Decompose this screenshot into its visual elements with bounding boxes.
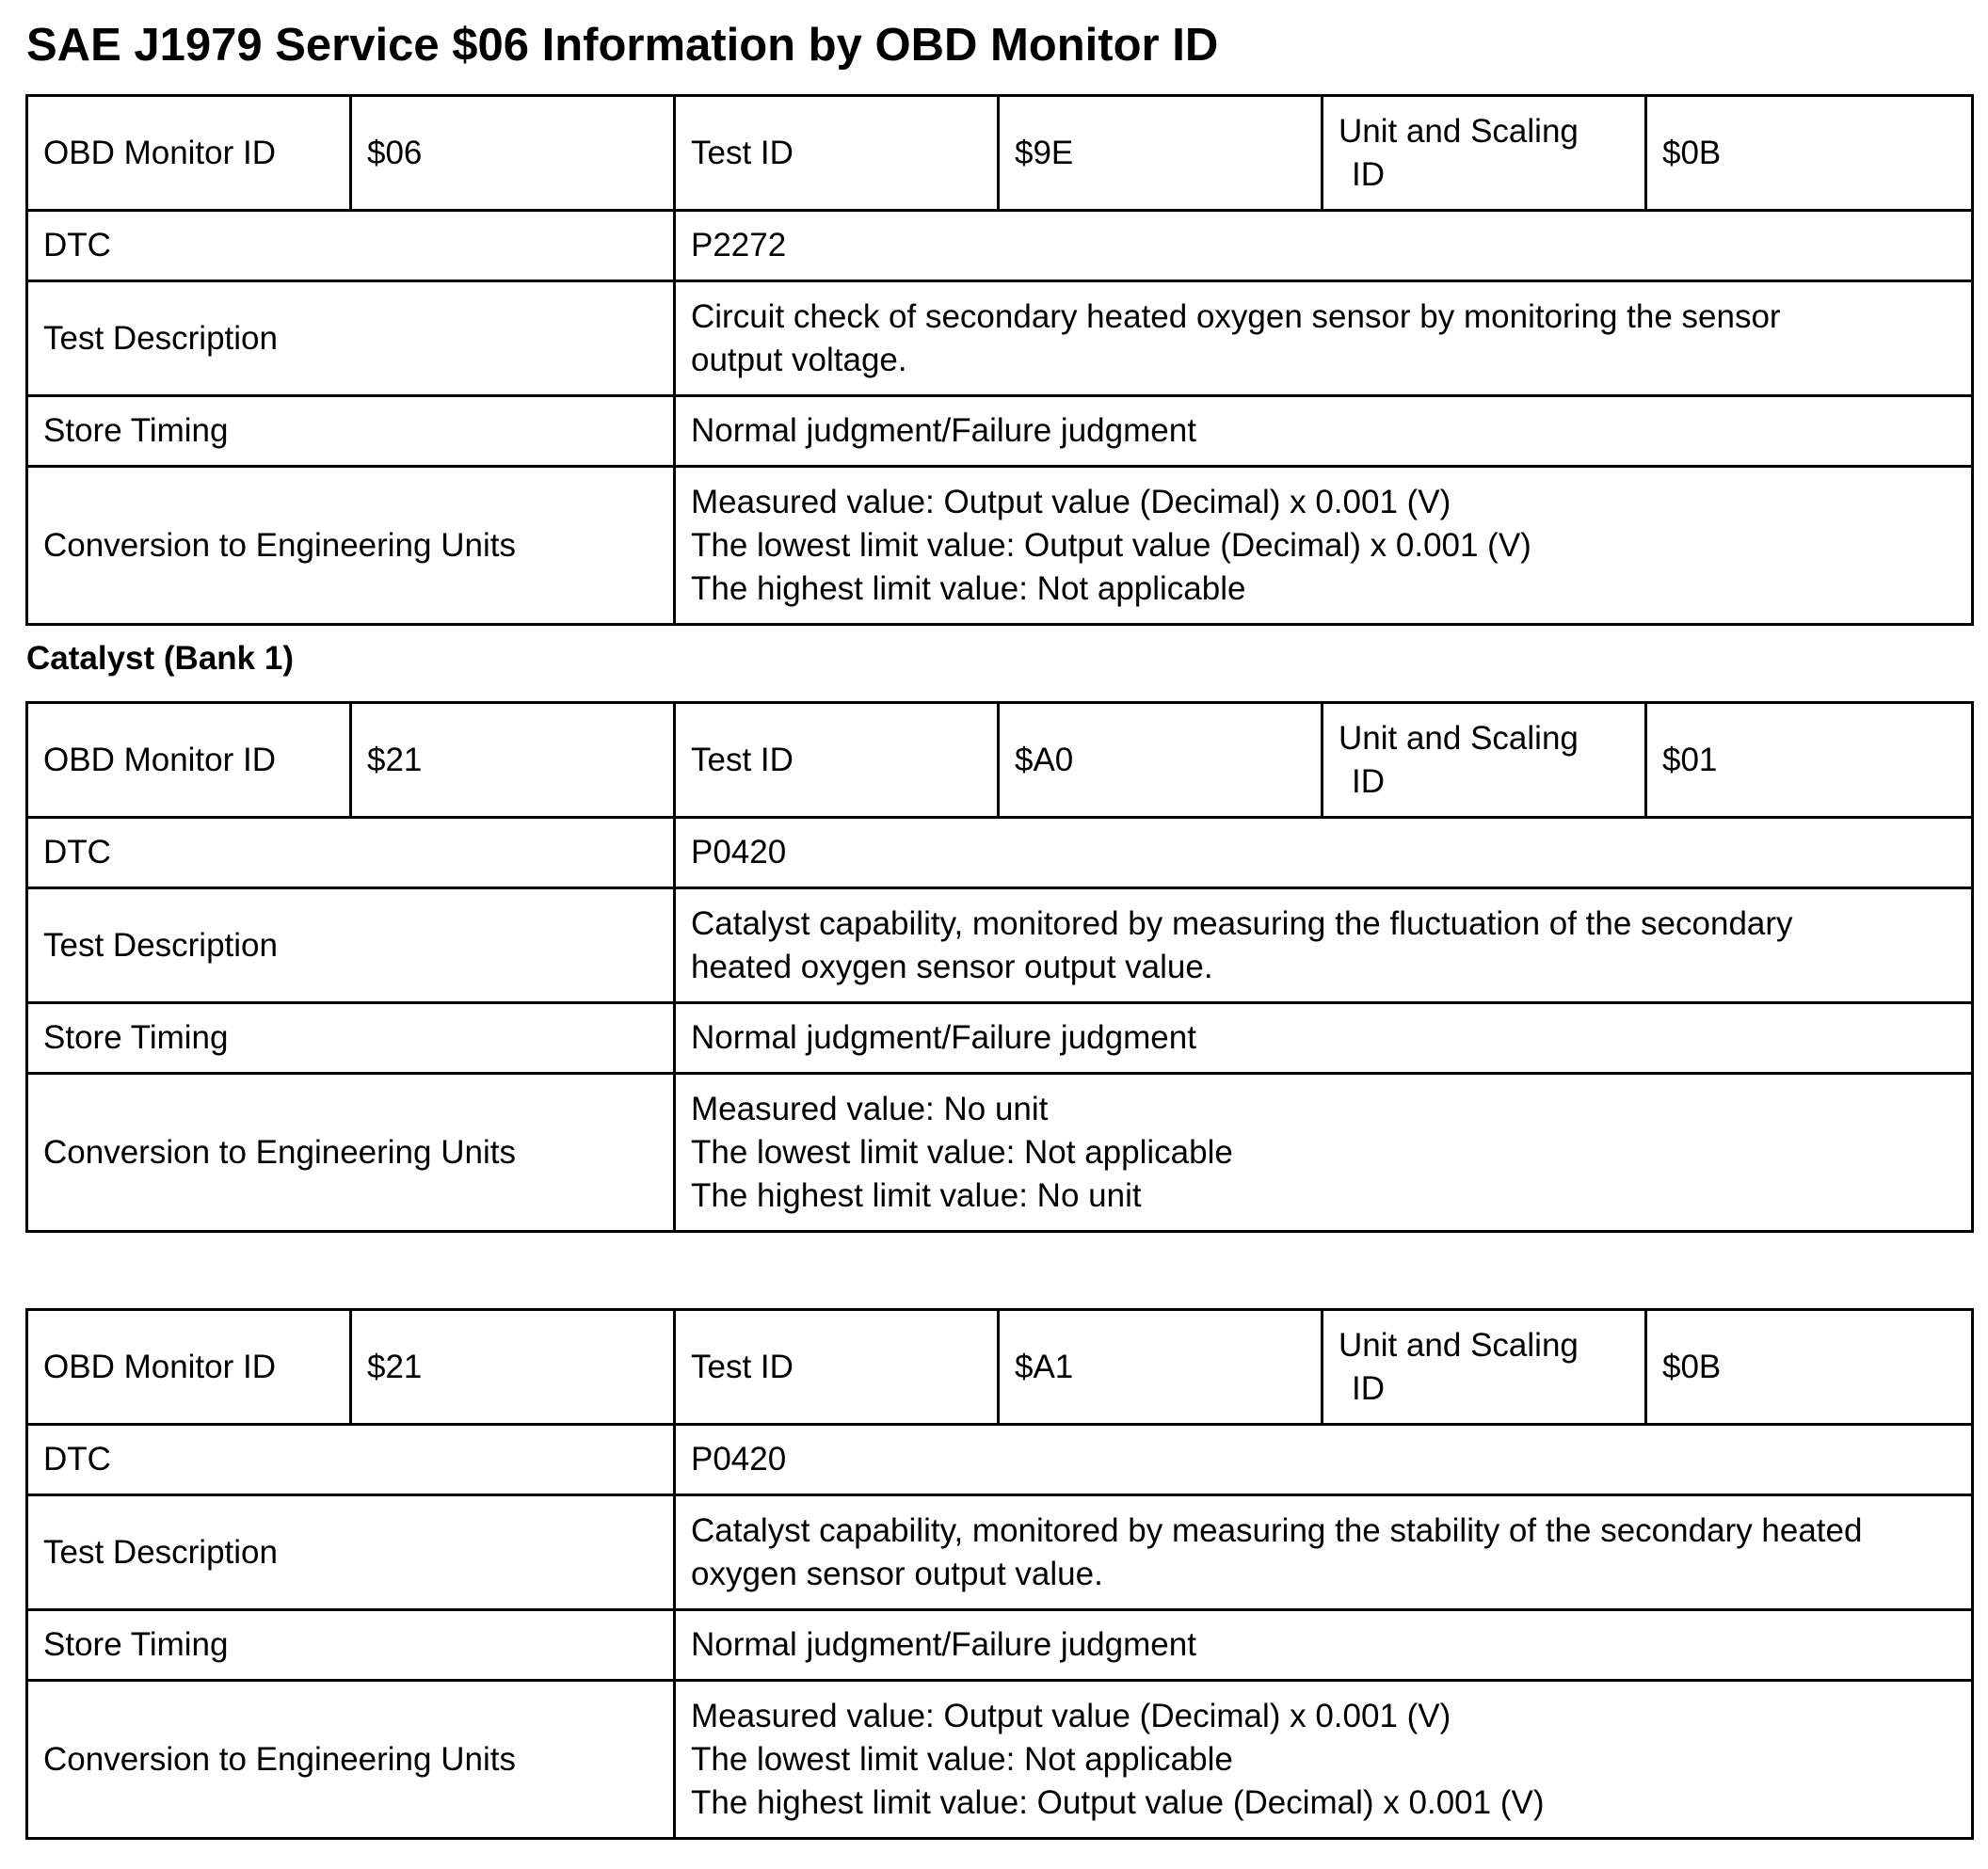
table-row xyxy=(27,1003,1973,1074)
table-row xyxy=(27,1310,1973,1425)
table-row xyxy=(27,1681,1973,1839)
test-id-value: $A0 xyxy=(999,703,1323,818)
table-row xyxy=(27,396,1973,467)
table-row xyxy=(27,281,1973,396)
conversion-label: Conversion to Engineering Units xyxy=(27,1681,675,1839)
table-row xyxy=(27,96,1973,211)
test-description-value: Catalyst capability, monitored by measuring the fluctuation of the secondary heated oxygen sensor output value. xyxy=(675,888,1973,1003)
table-row xyxy=(27,1425,1973,1495)
store-timing-label: Store Timing xyxy=(27,1003,675,1074)
unit-scaling-id-value: $01 xyxy=(1646,703,1973,818)
obd-monitor-id-value: $21 xyxy=(351,703,675,818)
test-description-label: Test Description xyxy=(27,281,675,396)
test-id-label: Test ID xyxy=(675,703,999,818)
obd-monitor-id-label: OBD Monitor ID xyxy=(27,703,351,818)
dtc-value: P2272 xyxy=(675,211,1973,281)
store-timing-value: Normal judgment/Failure judgment xyxy=(675,1003,1973,1074)
test-description-label: Test Description xyxy=(27,888,675,1003)
obd-monitor-id-value: $06 xyxy=(351,96,675,211)
table-row xyxy=(27,467,1973,625)
table-row xyxy=(27,1495,1973,1610)
table-row xyxy=(27,211,1973,281)
test-id-value: $9E xyxy=(999,96,1323,211)
obd-monitor-id-label: OBD Monitor ID xyxy=(27,1310,351,1425)
conversion-label: Conversion to Engineering Units xyxy=(27,467,675,625)
page-title: SAE J1979 Service $06 Information by OBD Monitor ID xyxy=(26,20,1219,71)
unit-scaling-id-value: $0B xyxy=(1646,96,1973,211)
dtc-label: DTC xyxy=(27,1425,675,1495)
conversion-value: Measured value: Output value (Decimal) x 0.001 (V) The lowest limit value: Not applicable The highest limit value: Output value (Decimal) x 0.001 (V) xyxy=(675,1681,1973,1839)
unit-scaling-id-label: Unit and Scaling ID xyxy=(1323,1310,1646,1425)
conversion-value: Measured value: No unit The lowest limit value: Not applicable The highest limit value: No unit xyxy=(675,1074,1973,1232)
obd-monitor-id-label: OBD Monitor ID xyxy=(27,96,351,211)
conversion-value: Measured value: Output value (Decimal) x 0.001 (V) The lowest limit value: Output value (Decimal) x 0.001 (V) The highest limit value: Not applicable xyxy=(675,467,1973,625)
dtc-label: DTC xyxy=(27,211,675,281)
dtc-label: DTC xyxy=(27,818,675,888)
obd-table-1 xyxy=(25,94,1974,626)
test-id-label: Test ID xyxy=(675,96,999,211)
store-timing-value: Normal judgment/Failure judgment xyxy=(675,396,1973,467)
test-description-value: Circuit check of secondary heated oxygen sensor by monitoring the sensor output voltage. xyxy=(675,281,1973,396)
test-description-label: Test Description xyxy=(27,1495,675,1610)
test-id-value: $A1 xyxy=(999,1310,1323,1425)
table-row xyxy=(27,703,1973,818)
table-row xyxy=(27,1074,1973,1232)
store-timing-value: Normal judgment/Failure judgment xyxy=(675,1610,1973,1681)
table-row xyxy=(27,818,1973,888)
dtc-value: P0420 xyxy=(675,818,1973,888)
obd-table-3 xyxy=(25,1308,1974,1840)
obd-monitor-id-value: $21 xyxy=(351,1310,675,1425)
dtc-value: P0420 xyxy=(675,1425,1973,1495)
test-description-value: Catalyst capability, monitored by measuring the stability of the secondary heated oxygen sensor output value. xyxy=(675,1495,1973,1610)
obd-table-2 xyxy=(25,701,1974,1233)
store-timing-label: Store Timing xyxy=(27,396,675,467)
section-heading: Catalyst (Bank 1) xyxy=(26,640,294,677)
conversion-label: Conversion to Engineering Units xyxy=(27,1074,675,1232)
test-id-label: Test ID xyxy=(675,1310,999,1425)
unit-scaling-id-value: $0B xyxy=(1646,1310,1973,1425)
store-timing-label: Store Timing xyxy=(27,1610,675,1681)
table-row xyxy=(27,1610,1973,1681)
unit-scaling-id-label: Unit and Scaling ID xyxy=(1323,96,1646,211)
unit-scaling-id-label: Unit and Scaling ID xyxy=(1323,703,1646,818)
table-row xyxy=(27,888,1973,1003)
